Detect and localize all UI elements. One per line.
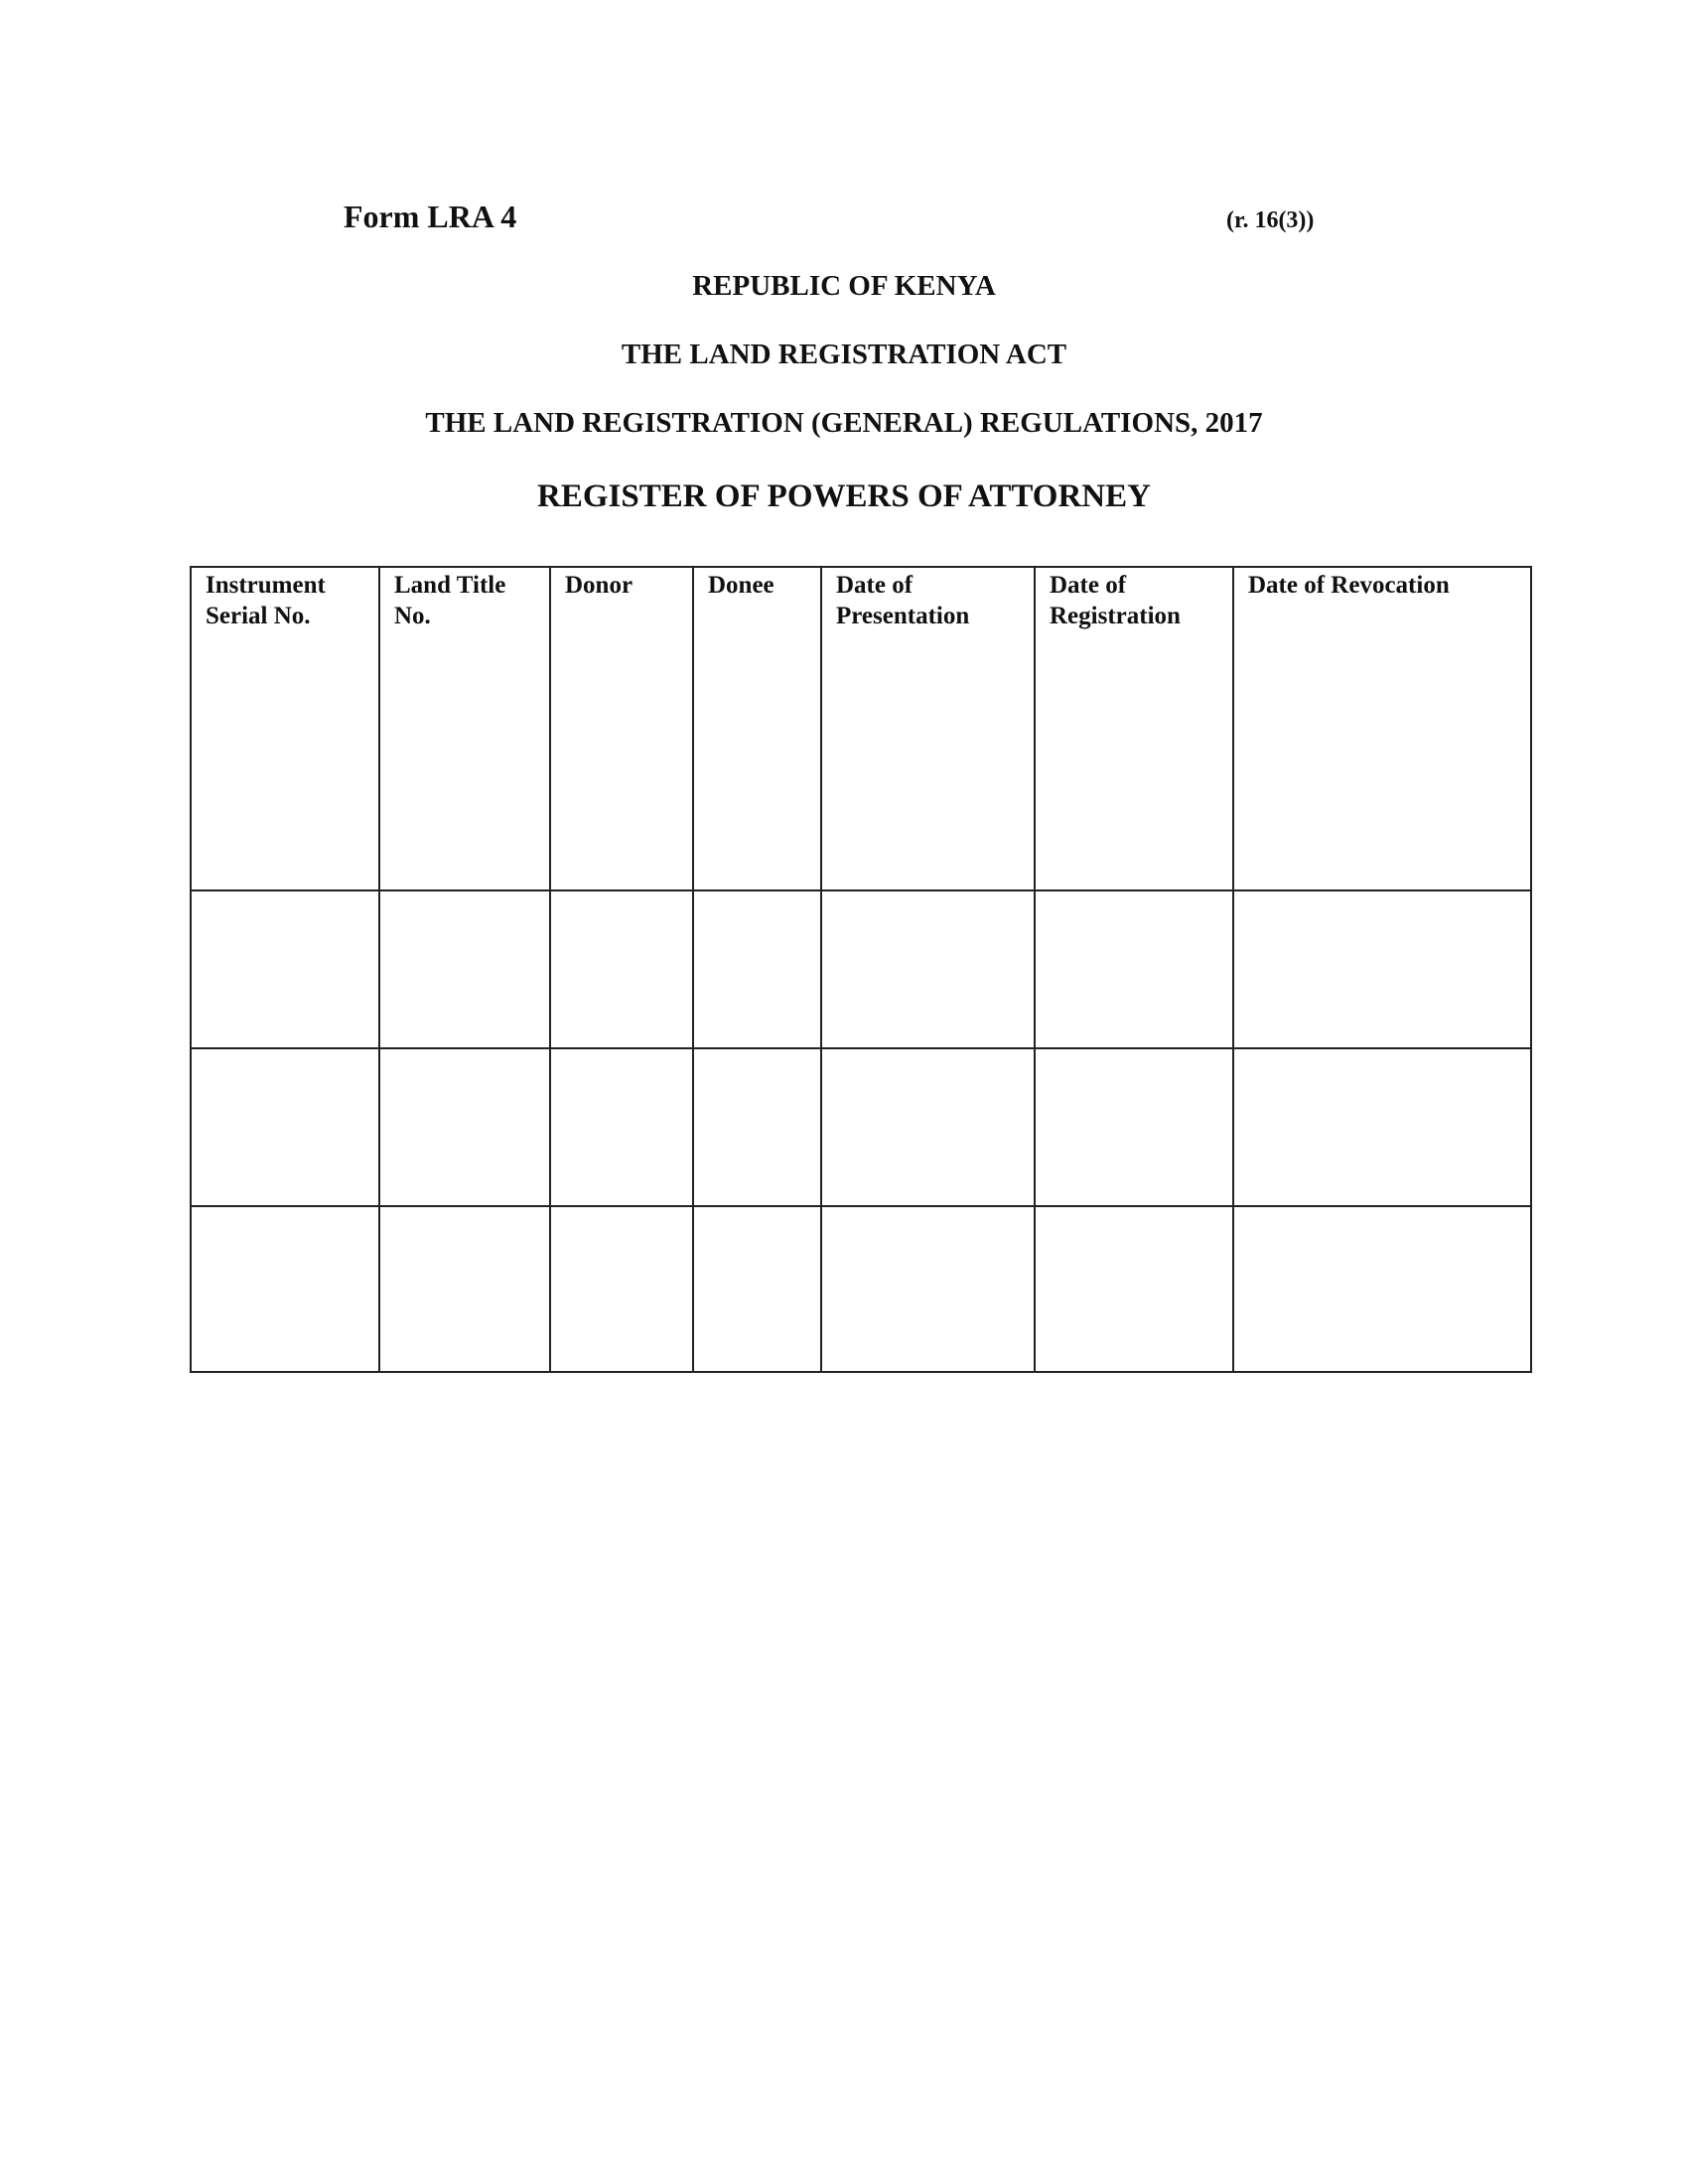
table-cell (1233, 1048, 1531, 1206)
column-header-land-title-no: Land Title No. (379, 567, 550, 890)
table-cell (821, 1206, 1035, 1372)
column-header-donor: Donor (550, 567, 693, 890)
table-cell (379, 890, 550, 1048)
table-cell (191, 1048, 379, 1206)
table-cell (821, 1048, 1035, 1206)
heading-regulations: THE LAND REGISTRATION (GENERAL) REGULATIONS, 2017 (425, 407, 1263, 439)
table-cell (379, 1048, 550, 1206)
header-row (191, 567, 1531, 890)
heading-act: THE LAND REGISTRATION ACT (621, 339, 1067, 370)
table-cell (1035, 1206, 1233, 1372)
table-cell (1035, 890, 1233, 1048)
table-cell (821, 890, 1035, 1048)
table-cell (1233, 890, 1531, 1048)
table-cell (693, 1206, 821, 1372)
table-cell (191, 1206, 379, 1372)
register-table (190, 566, 1532, 1373)
column-header-date-of-registration: Date of Registration (1035, 567, 1233, 890)
column-header-date-of-presentation: Date of Presentation (821, 567, 1035, 890)
table-row (191, 890, 1531, 1048)
rule-reference: (r. 16(3)) (1226, 207, 1315, 233)
column-header-instrument-serial-no: Instrument Serial No. (191, 567, 379, 890)
table-cell (1233, 1206, 1531, 1372)
table-cell (550, 1048, 693, 1206)
table-cell (1035, 1048, 1233, 1206)
column-header-date-of-revocation: Date of Revocation (1233, 567, 1531, 890)
register-title: REGISTER OF POWERS OF ATTORNEY (537, 478, 1151, 514)
table-row (191, 1206, 1531, 1372)
form-number: Form LRA 4 (344, 199, 517, 234)
table-cell (693, 1048, 821, 1206)
table-row (191, 1048, 1531, 1206)
table-cell (379, 1206, 550, 1372)
column-header-donee: Donee (693, 567, 821, 890)
table-cell (550, 1206, 693, 1372)
heading-republic: REPUBLIC OF KENYA (692, 270, 996, 302)
table-cell (191, 890, 379, 1048)
table-cell (550, 890, 693, 1048)
table-cell (693, 890, 821, 1048)
